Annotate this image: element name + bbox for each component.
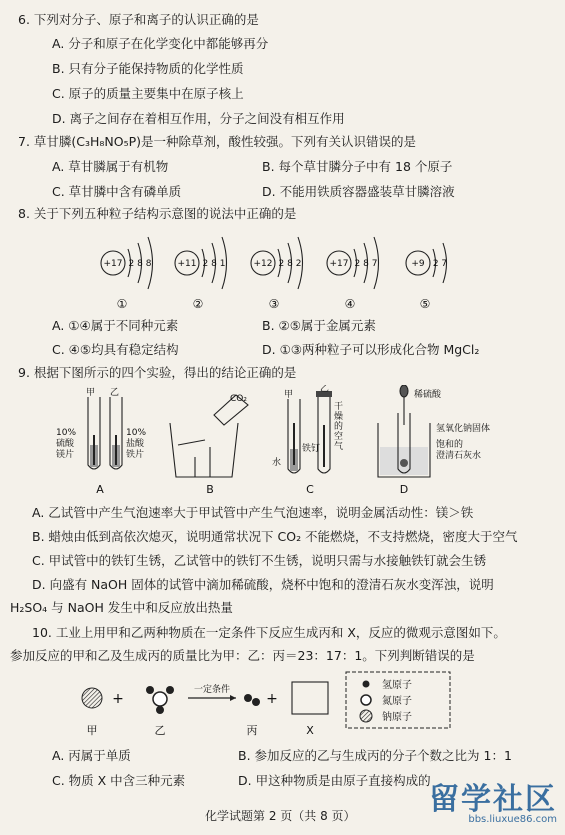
legend-nitrogen: 氮原子 xyxy=(382,696,412,707)
q6-stem: 6. 下列对分子、原子和离子的认识正确的是 xyxy=(18,12,259,27)
plus-sign-2: + xyxy=(266,691,278,707)
q6-option-b: B. 只有分子能保持物质的化学性质 xyxy=(52,61,244,76)
shell-electrons-2: 2 8 1 xyxy=(202,259,226,269)
fig-c-label-yi: 乙 xyxy=(320,385,330,394)
product-x-box xyxy=(292,682,328,714)
watermark-text: 留学社区 xyxy=(429,782,557,817)
q6-option-c: C. 原子的质量主要集中在原子核上 xyxy=(52,86,244,101)
fig-c-nail-label: 铁钉 xyxy=(302,444,321,454)
label-bing: 丙 xyxy=(246,724,258,737)
q10-stem-line2: 参加反应的甲和乙及生成丙的质量比为甲：乙：丙＝23：17：1。下列判断错误的是 xyxy=(10,648,475,663)
fig-c-air-5: 气 xyxy=(334,442,344,452)
q8-option-d: D. ①③两种粒子可以形成化合物 MgCl₂ xyxy=(262,342,480,357)
q6-option-a: A. 分子和原子在化学变化中都能够再分 xyxy=(52,36,269,51)
fig-a-left-pct: 10% xyxy=(56,428,77,438)
fig-d-caption: D xyxy=(399,483,409,496)
fig-b-gas-label: CO₂ xyxy=(230,394,247,404)
fig-c-caption: C xyxy=(306,483,314,496)
q7-option-c: C. 草甘膦中含有磷单质 xyxy=(52,184,182,199)
nucleus-charge-3: +12 xyxy=(253,259,273,269)
fig-c-test-tubes xyxy=(288,391,332,473)
label-jia: 甲 xyxy=(86,724,98,737)
q7-option-a: A. 草甘膦属于有机物 xyxy=(52,159,169,174)
hydrogen-atom-icon xyxy=(363,681,370,688)
fig-a-label-yi: 乙 xyxy=(110,388,120,398)
fig-a-test-tubes xyxy=(88,397,122,469)
reaction-condition: 一定条件 xyxy=(193,685,231,695)
watermark xyxy=(429,774,557,825)
fig-d-acid-label: 稀硫酸 xyxy=(414,390,442,400)
q10-option-c: C. 物质 X 中含三种元素 xyxy=(52,773,186,788)
fig-a-left-acid: 硫酸 xyxy=(56,439,75,449)
q10-option-d: D. 甲这种物质是由原子直接构成的 xyxy=(238,773,431,788)
fig-a-label-jia: 甲 xyxy=(86,388,96,398)
reactant-yi-molecule xyxy=(146,686,174,714)
fig-b-beaker xyxy=(170,395,248,477)
q7-option-b: B. 每个草甘膦分子中有 18 个原子 xyxy=(262,159,453,174)
particle-label-5: ⑤ xyxy=(419,297,431,311)
fig-a-right-metal: 铁片 xyxy=(126,450,145,460)
fig-d-lime-label-2: 澄清石灰水 xyxy=(436,451,482,461)
legend-sodium: 钠原子 xyxy=(382,712,412,723)
nucleus-charge-1: +17 xyxy=(103,259,123,269)
fig-c-water-label: 水 xyxy=(272,458,282,468)
q7-option-d: D. 不能用铁质容器盛装草甘膦溶液 xyxy=(262,184,455,199)
q9-option-d-line2: H₂SO₄ 与 NaOH 发生中和反应放出热量 xyxy=(10,600,233,615)
fig-d-solid-label: 氢氧化钠固体 xyxy=(436,424,491,434)
fig-c-air-3: 的 xyxy=(334,422,344,432)
q8-stem: 8. 关于下列五种粒子结构示意图的说法中正确的是 xyxy=(18,206,297,221)
fig-a-caption: A xyxy=(96,483,104,496)
page-footer: 化学试题第 2 页（共 8 页） xyxy=(205,809,356,823)
label-yi: 乙 xyxy=(154,724,166,737)
particle-label-4: ④ xyxy=(344,297,356,311)
q9-option-c: C. 甲试管中的铁钉生锈，乙试管中的铁钉不生锈，说明只需与水接触铁钉就会生锈 xyxy=(32,553,487,568)
fig-a-right-pct: 10% xyxy=(126,428,147,438)
q8-option-a: A. ①④属于不同种元素 xyxy=(52,318,179,333)
shell-electrons-4: 2 8 7 xyxy=(354,259,378,269)
q8-option-c: C. ④⑤均具有稳定结构 xyxy=(52,342,179,357)
reactant-jia-sodium-atom xyxy=(82,688,102,708)
q9-stem: 9. 根据下图所示的四个实验，得出的结论正确的是 xyxy=(18,365,297,380)
q8-option-b: B. ②⑤属于金属元素 xyxy=(262,318,376,333)
q9-option-a: A. 乙试管中产生气泡速率大于甲试管中产生气泡速率，说明金属活动性：镁＞铁 xyxy=(32,505,474,520)
fig-c-air-2: 燥 xyxy=(334,412,344,422)
nitrogen-atom-icon xyxy=(361,695,371,705)
legend-hydrogen: 氢原子 xyxy=(382,680,412,691)
q9-option-d-line1: D. 向盛有 NaOH 固体的试管中滴加稀硫酸，烧杯中饱和的澄清石灰水变浑浊，说明 xyxy=(32,577,494,592)
watermark-url: bbs.liuxue86.com xyxy=(468,814,557,825)
fig-a-right-acid: 盐酸 xyxy=(126,439,145,449)
fig-c-air-1: 干 xyxy=(334,402,344,412)
fig-b-caption: B xyxy=(206,483,214,496)
q10-stem-line1: 10. 工业上用甲和乙两种物质在一定条件下反应生成丙和 X，反应的微观示意图如下。 xyxy=(32,625,506,640)
fig-c-air-4: 空 xyxy=(334,432,344,442)
q7-stem: 7. 草甘膦(C₃H₈NO₅P)是一种除草剂，酸性较强。下列有关认识错误的是 xyxy=(18,134,417,149)
nucleus-charge-5: +9 xyxy=(411,259,425,269)
atom-diagrams xyxy=(0,226,565,316)
shell-electrons-1: 2 8 8 xyxy=(128,259,152,269)
plus-sign-1: + xyxy=(112,691,124,707)
particle-label-3: ③ xyxy=(268,297,280,311)
q10-option-b: B. 参加反应的乙与生成丙的分子个数之比为 1：1 xyxy=(238,748,512,763)
nucleus-charge-4: +17 xyxy=(329,259,349,269)
shell-electrons-5: 2 7 xyxy=(432,259,448,269)
fig-a-left-metal: 镁片 xyxy=(56,450,75,460)
fig-c-label-jia: 甲 xyxy=(284,390,294,400)
fig-d-lime-label-1: 饱和的 xyxy=(436,440,464,450)
sodium-atom-icon xyxy=(360,710,372,722)
q10-option-a: A. 丙属于单质 xyxy=(52,748,131,763)
reaction-diagram xyxy=(0,668,565,740)
experiment-diagrams xyxy=(0,385,565,500)
particle-label-1: ① xyxy=(116,297,128,311)
q9-option-b: B. 蜡烛由低到高依次熄灭，说明通常状况下 CO₂ 不能燃烧，不支持燃烧，密度大于空气 xyxy=(32,529,518,544)
label-x: X xyxy=(306,724,314,737)
q6-option-d: D. 离子之间存在着相互作用，分子之间没有相互作用 xyxy=(52,111,345,126)
shell-electrons-3: 2 8 2 xyxy=(278,259,302,269)
nucleus-charge-2: +11 xyxy=(177,259,197,269)
product-bing-molecule xyxy=(244,694,260,706)
particle-label-2: ② xyxy=(192,297,204,311)
